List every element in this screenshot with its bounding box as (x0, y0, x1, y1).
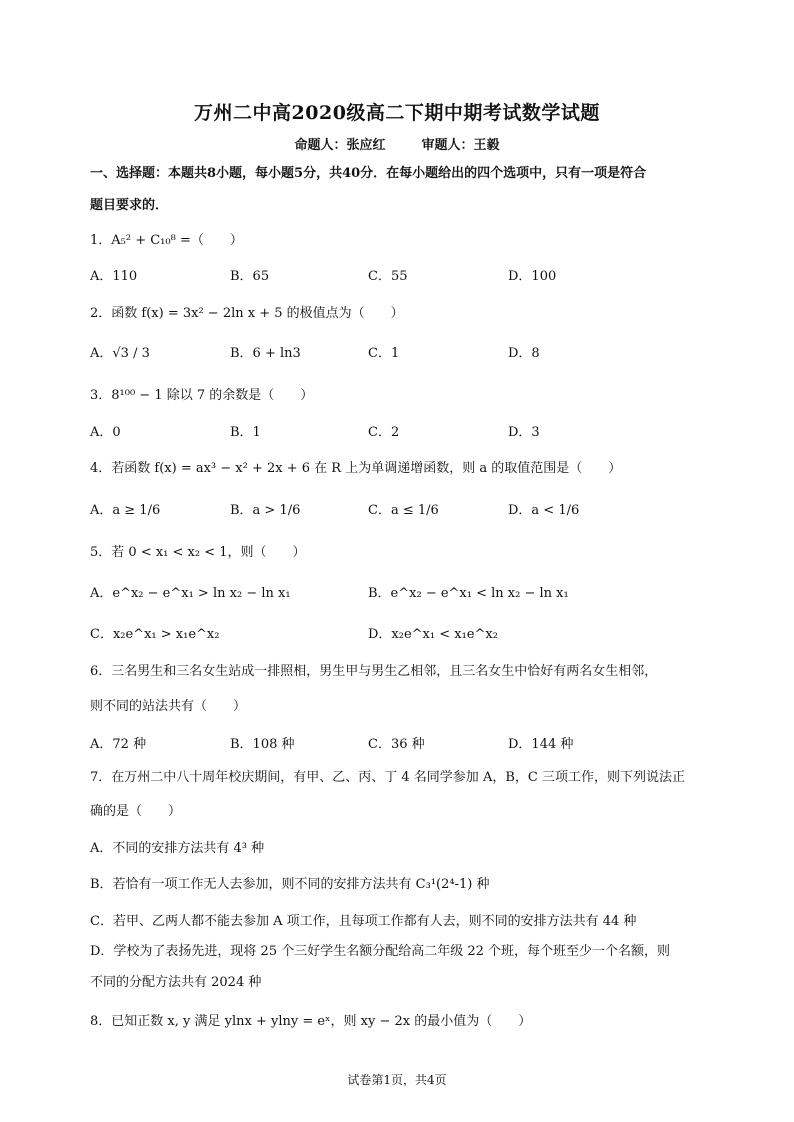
reviewer: 审题人：王毅 (421, 138, 500, 153)
q2-option-b: B．6 + ln3 (230, 346, 301, 361)
q2-stem: 2．函数 f(x) = 3x² − 2ln x + 5 的极值点为（ ） (90, 306, 404, 321)
section-heading-line2: 题目要求的． (90, 198, 169, 213)
q6-stem-line2: 则不同的站法共有（ ） (90, 699, 247, 714)
q2-option-d: D．8 (508, 346, 540, 361)
q4-option-c: C．a ≤ 1/6 (368, 503, 439, 518)
q5-option-b: B．e^x₂ − e^x₁ < ln x₂ − ln x₁ (368, 586, 569, 601)
q4-stem: 4．若函数 f(x) = ax³ − x² + 2x + 6 在 R 上为单调递增函数，则 a 的取值范围是（ ） (90, 461, 622, 476)
q2-option-a: A．√3 / 3 (90, 346, 150, 361)
q3-option-b: B．1 (230, 425, 261, 440)
q3-option-d: D．3 (508, 425, 540, 440)
q7-stem-line2: 确的是（ ） (90, 804, 182, 819)
q2-option-c: C．1 (368, 346, 400, 361)
q6-stem-line1: 6．三名男生和三名女生站成一排照相，男生甲与男生乙相邻，且三名女生中恰好有两名女生相邻， (90, 664, 658, 679)
page-footer: 试卷第1页，共4页 (347, 1073, 447, 1087)
section-heading-line1: 一、选择题：本题共8小题，每小题5分，共40分．在每小题给出的四个选项中，只有一项是符合 (90, 166, 647, 181)
q5-option-a: A．e^x₂ − e^x₁ > ln x₂ − ln x₁ (90, 586, 291, 601)
q4-option-b: B．a > 1/6 (230, 503, 301, 518)
authors-line (0, 134, 794, 153)
q7-option-a: A．不同的安排方法共有 4³ 种 (90, 841, 265, 856)
q6-option-a: A．72 种 (90, 737, 147, 752)
q3-stem: 3．8¹⁰⁰ − 1 除以 7 的余数是（ ） (90, 388, 314, 403)
q1-stem: 1．A₅² + C₁₀⁸ =（ ） (90, 233, 243, 248)
q3-option-c: C．2 (368, 425, 400, 440)
q7-option-d-cont: 不同的分配方法共有 2024 种 (90, 975, 262, 990)
q5-stem: 5．若 0 < x₁ < x₂ < 1，则（ ） (90, 545, 306, 560)
q1-option-a: A．110 (90, 269, 138, 284)
q4-option-a: A．a ≥ 1/6 (90, 503, 161, 518)
page-title: 万州二中高2020级高二下期中期考试数学试题 (194, 102, 600, 124)
q7-option-d: D．学校为了表扬先进，现将 25 个三好学生名额分配给高二年级 22 个班，每个班至少一个名额，则 (90, 944, 671, 959)
q1-option-b: B．65 (230, 269, 270, 284)
q1-option-d: D．100 (508, 269, 557, 284)
q1-option-c: C．55 (368, 269, 408, 284)
q3-option-a: A．0 (90, 425, 121, 440)
q8-stem: 8．已知正数 x, y 满足 ylnx + ylny = eˣ，则 xy − 2x 的最小值为（ ） (90, 1014, 532, 1029)
q7-stem-line1: 7．在万州二中八十周年校庆期间，有甲、乙、丙、丁 4 名同学参加 A，B，C 三项工作，则下列说法正 (90, 770, 685, 785)
q7-option-c: C．若甲、乙两人都不能去参加 A 项工作，且每项工作都有人去，则不同的安排方法共有 44 种 (90, 914, 637, 929)
q5-option-d: D．x₂e^x₁ < x₁e^x₂ (368, 627, 498, 642)
setter: 命题人：张应红 (294, 138, 386, 153)
q5-option-c: C．x₂e^x₁ > x₁e^x₂ (90, 627, 220, 642)
q7-option-b: B．若恰有一项工作无人去参加，则不同的安排方法共有 C₃¹(2⁴-1) 种 (90, 877, 490, 892)
q4-option-d: D．a < 1/6 (508, 503, 580, 518)
q6-option-c: C．36 种 (368, 737, 425, 752)
q6-option-d: D．144 种 (508, 737, 574, 752)
q6-option-b: B．108 种 (230, 737, 295, 752)
